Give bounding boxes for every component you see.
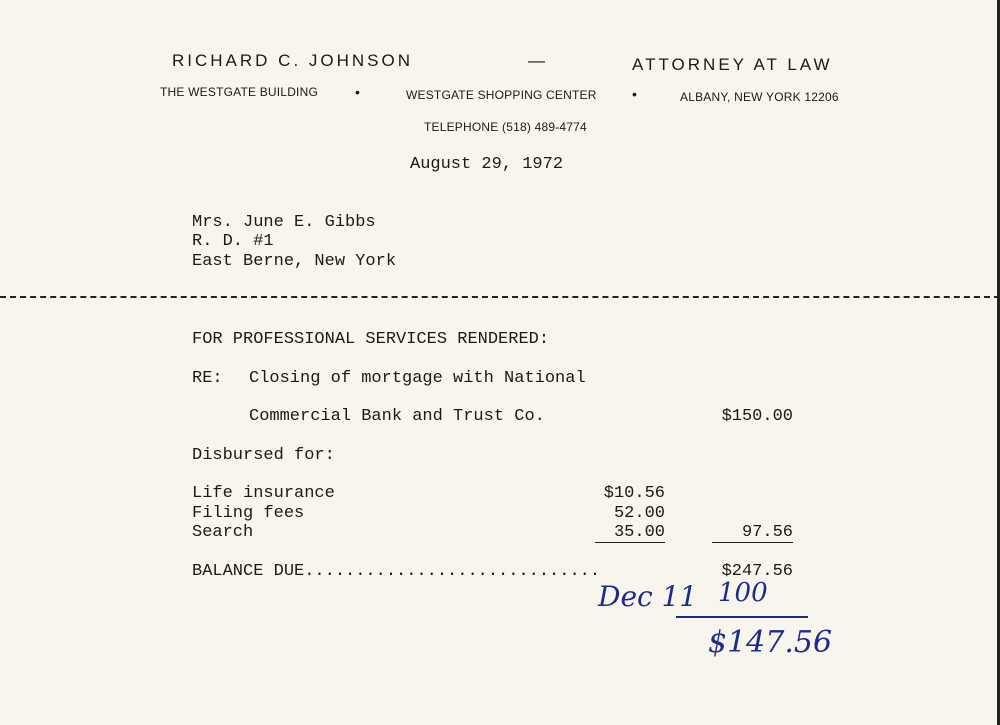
recipient-name: Mrs. June E. Gibbs xyxy=(192,213,376,232)
re-description-line2: Commercial Bank and Trust Co. xyxy=(249,407,545,426)
bullet-1: • xyxy=(355,84,360,100)
address-building: THE WESTGATE BUILDING xyxy=(160,85,318,99)
re-description-line1: Closing of mortgage with National xyxy=(249,369,586,388)
item-label: Life insurance xyxy=(192,484,335,503)
bullet-2: • xyxy=(632,86,637,102)
services-heading: FOR PROFESSIONAL SERVICES RENDERED: xyxy=(192,330,550,349)
recipient-city: East Berne, New York xyxy=(192,252,397,271)
item-amount: 35.00 xyxy=(595,523,665,543)
item-amount: $10.56 xyxy=(603,484,665,503)
disbursed-label: Disbursed for: xyxy=(192,446,335,465)
services-amount: $150.00 xyxy=(721,407,793,426)
address-city: ALBANY, NEW YORK 12206 xyxy=(680,90,839,104)
attorney-title: ATTORNEY AT LAW xyxy=(632,55,833,74)
item-amount: 52.00 xyxy=(613,504,665,523)
item-label: Filing fees xyxy=(192,504,305,523)
disbursed-total: 97.56 xyxy=(712,523,793,543)
telephone: TELEPHONE (518) 489-4774 xyxy=(424,120,587,134)
item-label: Search xyxy=(192,523,254,542)
balance-label: BALANCE DUE............................. xyxy=(192,562,601,581)
recipient-route: R. D. #1 xyxy=(192,232,274,251)
letter-date: August 29, 1972 xyxy=(410,155,564,174)
address-center: WESTGATE SHOPPING CENTER xyxy=(406,88,597,102)
handwritten-payment: 100 xyxy=(718,578,768,608)
balance-amount: $247.56 xyxy=(721,562,793,581)
attorney-name: RICHARD C. JOHNSON xyxy=(172,51,414,70)
re-label: RE: xyxy=(192,369,223,388)
handwritten-remaining: $147.56 xyxy=(708,625,833,660)
handwritten-rule xyxy=(676,616,808,618)
handwritten-date: Dec 11 xyxy=(598,580,698,613)
dashed-divider xyxy=(0,296,1000,298)
header-dash: — xyxy=(528,51,548,70)
